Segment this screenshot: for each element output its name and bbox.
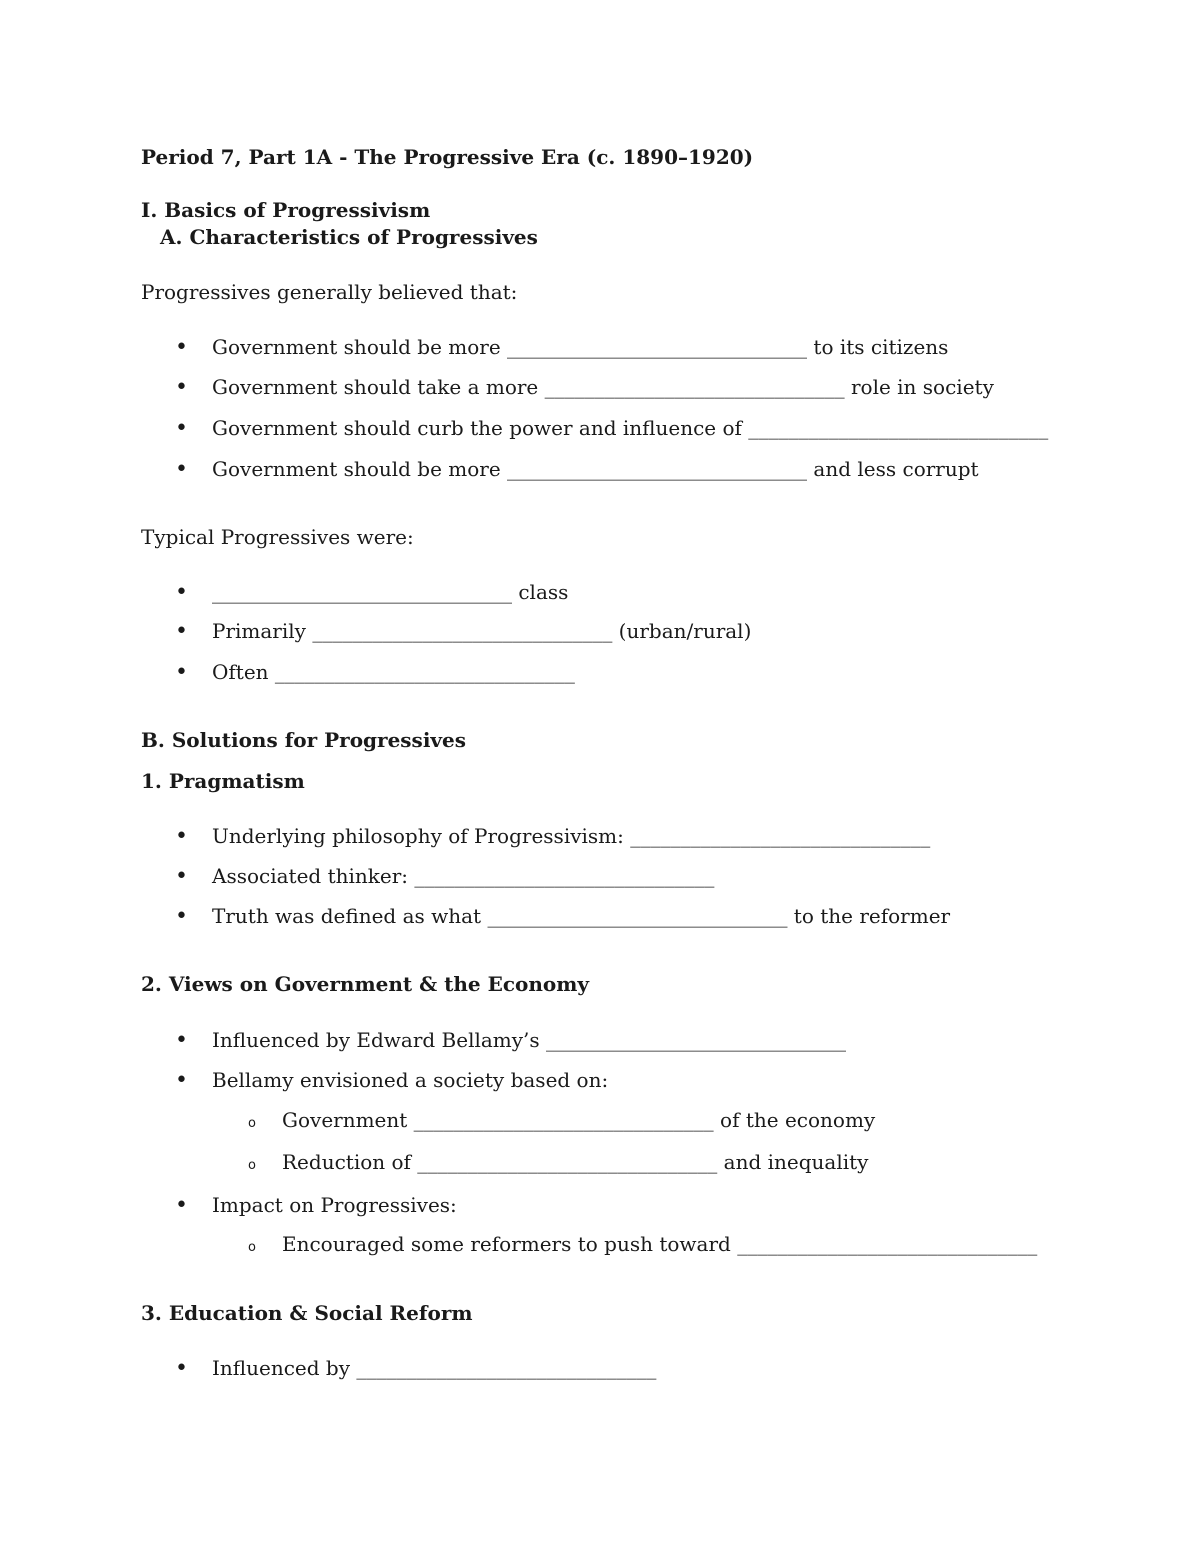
heading-views: 2. Views on Government & the Economy [141,972,589,996]
circle-bullet-icon: o [248,1158,256,1173]
subsection-heading-characteristics: A. Characteristics of Progressives [160,225,538,249]
bullet-icon [175,373,195,402]
intro-beliefs: Progressives generally believed that: [141,280,518,304]
heading-pragmatism: 1. Pragmatism [141,769,305,793]
circle-bullet-icon: o [248,1116,256,1131]
section-heading-basics: I. Basics of Progressivism [141,198,431,222]
bullet-icon [175,1066,195,1095]
bullet-icon [175,862,195,891]
bullet-icon [175,578,195,607]
bullet-icon [175,1354,195,1383]
worksheet-page: Period 7, Part 1A - The Progressive Era (c. 1890–1920) I. Basics of Progressivism A. Characteristics of Progressives Progressives generally believed that: • Government should be more ______________________________ to its citizens • Government should take a more ______________________________ role in society • Government should curb the power and influence of ______________________________ • Government should be more ______________________________ and less corrupt Typical Progressives were: • ______________________________ class • Primarily ______________________________ (urban/rural) • Often ______________________________ B. Solutions for Progressives 1. Pragmatism • Underlying philosophy of Progressivism: ______________________________ • Associated thinker: ______________________________ • Truth was defined as what ______________________________ to the reformer 2. Views on Government & the Economy • Influenced by Edward Bellamy’s ______________________________ • Bellamy envisioned a society based on: o Government ______________________________ of the economy o Reduction of ______________________________ and inequality • Impact on Progressives: o Encouraged some reformers to push toward ______________________________ 3. Education & Social Reform • Influenced by ______________________________ [0,0,1200,1553]
bullet-icon [175,455,195,484]
document-title: Period 7, Part 1A - The Progressive Era (c. 1890–1920) [141,145,754,169]
intro-typical: Typical Progressives were: [141,525,414,549]
heading-education: 3. Education & Social Reform [141,1301,473,1325]
bullet-icon [175,1191,195,1220]
bullet-icon [175,617,195,646]
bullet-icon [175,414,195,443]
bullet-icon [175,902,195,931]
circle-bullet-icon: o [248,1240,256,1255]
subsection-heading-solutions: B. Solutions for Progressives [141,728,467,752]
bullet-icon [175,822,195,851]
bullet-icon [175,1026,195,1055]
bullet-icon [175,333,195,362]
bullet-icon [175,658,195,687]
